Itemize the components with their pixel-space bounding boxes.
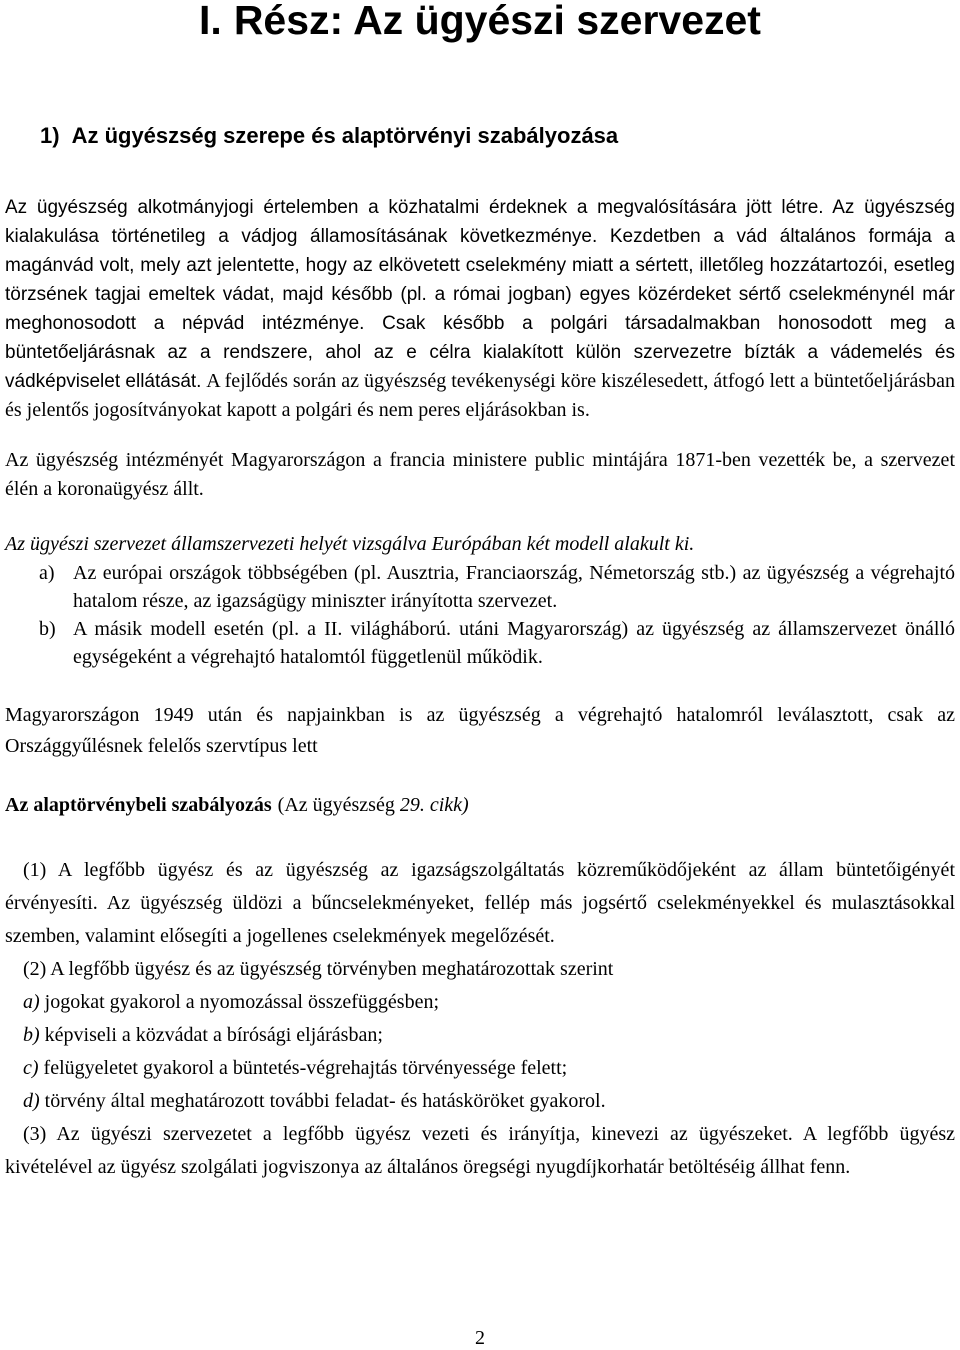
law-reference-article: 29. cikk) xyxy=(399,794,469,816)
models-list xyxy=(5,559,955,671)
page-number: 2 xyxy=(475,1327,485,1349)
title-number: I. xyxy=(199,0,222,43)
law-heading-title: Az alaptörvénybeli szabályozás xyxy=(5,794,272,816)
law-item-text: képviseli a közvádat a bírósági eljárásban; xyxy=(44,1024,383,1046)
law-item-text: felügyeletet gyakorol a büntetés-végrehajtás törvényessége felett; xyxy=(43,1057,568,1079)
post-1949-paragraph: Magyarországon 1949 után és napjainkban is az ügyészség a végrehajtó hatalomról leválasztott, csak az Országgyűlésnek felelős szervtípus lett xyxy=(5,704,955,757)
model-text: Az európai országok többségében (pl. Ausztria, Franciaország, Németország stb.) az ügyészség a végrehajtó hatalom része, az igazságügy miniszter irányította szervezet. xyxy=(73,562,955,612)
law-reference xyxy=(278,794,469,816)
title-text: Rész: Az ügyészi szervezet xyxy=(233,0,761,43)
law-item-text: törvény által meghatározott további feladat- és hatásköröket gyakorol. xyxy=(44,1090,606,1112)
section-heading xyxy=(40,121,618,151)
history-paragraph xyxy=(5,193,955,425)
models-section xyxy=(5,530,955,671)
law-item-label: c) xyxy=(23,1057,39,1079)
law-paragraph-3: (3) Az ügyészi szervezetet a legfőbb ügyész vezeti és irányítja, kinevezi az ügyészeket. A legfőbb ügyész kivételével az ügyész szolgálati jogviszonya az általános öregségi nyugdíjkorhatár betöltéséig állhat fenn. xyxy=(5,1123,955,1178)
section-title: Az ügyészség szerepe és alaptörvényi szabályozása xyxy=(71,123,619,148)
model-label: b) xyxy=(39,618,56,640)
law-item xyxy=(5,986,955,1019)
law-item xyxy=(5,1019,955,1052)
law-heading xyxy=(5,790,469,820)
history-text-sans: Az ügyészség alkotmányjogi értelemben a közhatalmi érdeknek a megvalósítására jött létre. Az ügyészség kialakulása történetileg a vádjog államosításának következménye. Kezdetben a vád általános formája a magánvád volt, mely azt jelentette, hogy az elkövetett cselekmény miatt a sértett, illetőleg hozzátartozói, esetleg törzsének tagjai emeltek vádat, majd később (pl. a római jogban) egyes közérdeket sértő cselekménynél már meghonosodott a népvád intézménye. Csak később a polgári társadalmakban honosodott meg a büntetőeljárásnak az a rendszere, ahol az e célra kialakított külön szervezetre bízták a vádemelés és vádképviselet ellátását. xyxy=(5,197,955,392)
hungary-introduction-paragraph: Az ügyészség intézményét Magyarországon a francia ministere public mintájára 1871-ben vezették be, a szervezet élén a koronaügyész állt. xyxy=(5,449,955,500)
law-item xyxy=(5,1085,955,1118)
law-item-label: b) xyxy=(23,1024,40,1046)
law-paragraph-1: (1) A legfőbb ügyész és az ügyészség az igazságszolgáltatás közreműködőjeként az állam büntetőigényét érvényesíti. Az ügyészség üldözi a bűncselekményeket, fellép más jogsértő cselekményekkel és mulasztásokkal szemben, valamint elősegíti a jogellenes cselekmények megelőzését. xyxy=(5,859,955,947)
section-number: 1) xyxy=(40,123,60,148)
models-intro: Az ügyészi szervezet államszervezeti helyét vizsgálva Európában két modell alakult ki. xyxy=(5,533,695,555)
history-text-serif: A fejlődés során az ügyészség tevékenységi köre kiszélesedett, átfogó lett a büntetőeljárásban és jelentős jogosítványokat kapott a polgári és nem peres eljárásokban is. xyxy=(5,370,955,421)
law-item-label: a) xyxy=(23,991,40,1013)
law-reference-open: (Az ügyészség xyxy=(277,794,395,816)
page-title xyxy=(0,0,960,44)
law-item xyxy=(5,1052,955,1085)
model-item xyxy=(5,559,955,615)
law-item-label: d) xyxy=(23,1090,40,1112)
model-item xyxy=(5,615,955,671)
law-item-text: jogokat gyakorol a nyomozással összefüggésben; xyxy=(44,991,440,1013)
law-text xyxy=(5,854,955,1184)
model-label: a) xyxy=(39,562,55,584)
law-paragraph-2: (2) A legfőbb ügyész és az ügyészség törvényben meghatározottak szerint xyxy=(23,958,614,980)
model-text: A másik modell esetén (pl. a II. világháború. utáni Magyarország) az ügyészség az államszervezet önálló egységeként a végrehajtó hatalomtól függetlenül működik. xyxy=(73,618,955,668)
